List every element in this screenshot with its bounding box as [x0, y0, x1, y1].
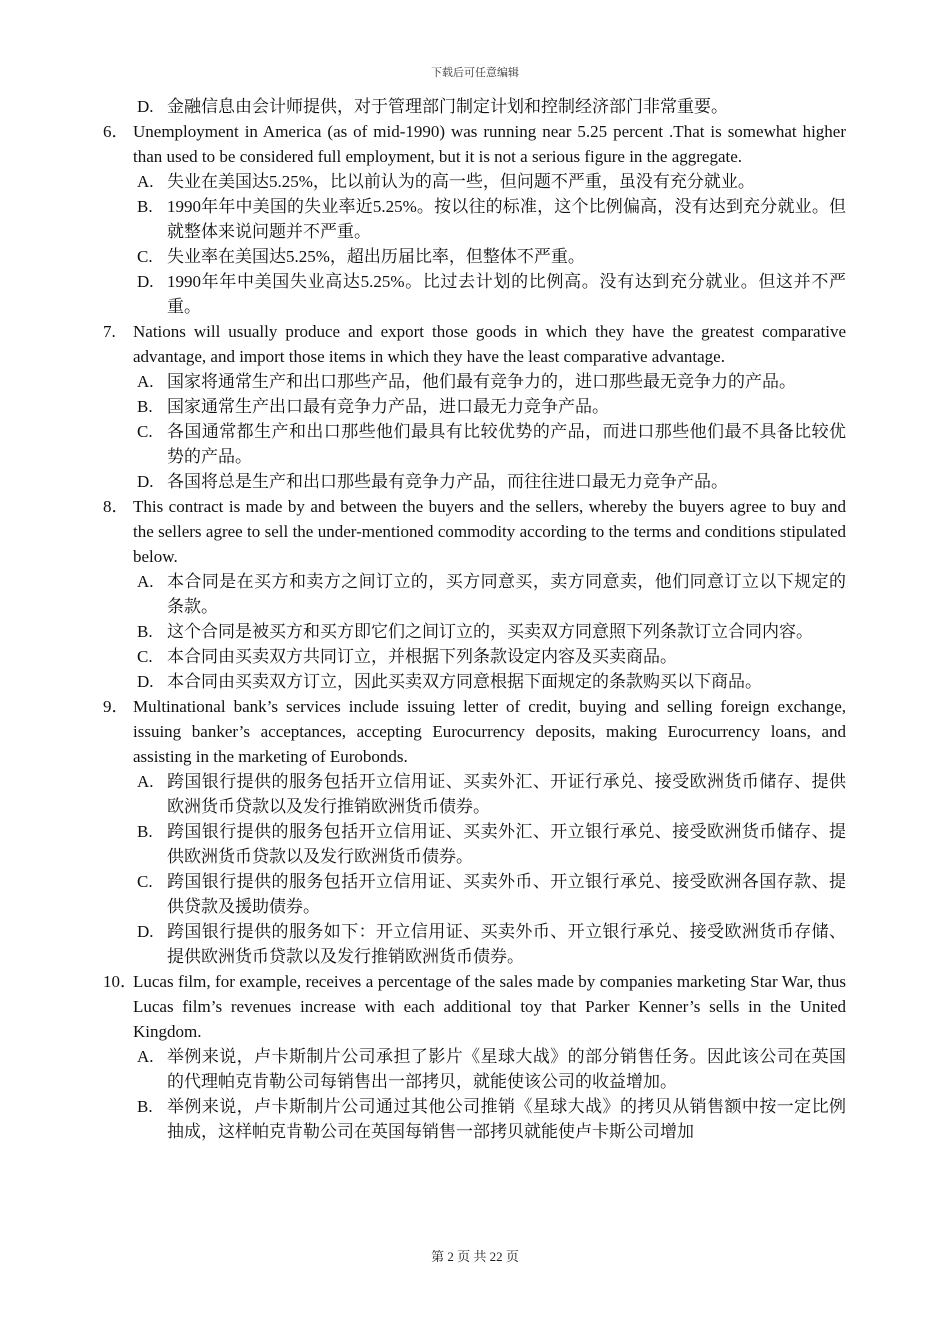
- question-block: [103, 969, 846, 1144]
- option-letter: B.: [137, 397, 153, 416]
- option-text: 本合同由买卖双方共同订立，并根据下列条款设定内容及买卖商品。: [167, 647, 677, 666]
- option-letter: D.: [137, 272, 154, 291]
- option-text: 1990年年中美国失业高达5.25%。比过去计划的比例高。没有达到充分就业。但这并不严重。: [167, 272, 846, 316]
- option-letter: C.: [137, 647, 153, 666]
- option-text: 各国通常都生产和出口那些他们最具有比较优势的产品，而进口那些他们最不具备比较优势的产品。: [167, 422, 846, 466]
- option-text: 1990年年中美国的失业率近5.25%。按以往的标准，这个比例偏高，没有达到充分就业。但就整体来说问题并不严重。: [167, 197, 846, 241]
- answer-option: [137, 469, 846, 494]
- option-letter: A.: [137, 772, 154, 791]
- option-letter: B.: [137, 1097, 153, 1116]
- option-text: 举例来说，卢卡斯制片公司承担了影片《星球大战》的部分销售任务。因此该公司在英国的代理帕克肯勒公司每销售出一部拷贝，就能使该公司的收益增加。: [167, 1047, 846, 1091]
- question-stem: [103, 494, 846, 569]
- answer-option: [137, 644, 846, 669]
- option-text: 跨国银行提供的服务包括开立信用证、买卖外币、开立银行承兑、接受欧洲各国存款、提供贷款及援助债券。: [167, 872, 846, 916]
- answer-option: [137, 419, 846, 469]
- option-letter: C.: [137, 247, 153, 266]
- question-text: Multinational bank’s services include issuing letter of credit, buying and selling foreign exchange, issuing banker’s acceptances, accepting Eurocurrency deposits, making Eurocurrency loans, and assisting in the marketing of Eurobonds.: [133, 697, 846, 766]
- answer-option: [137, 269, 846, 319]
- option-letter: A.: [137, 572, 154, 591]
- option-letter: C.: [137, 872, 153, 891]
- question-text: Unemployment in America (as of mid-1990) was running near 5.25 percent .That is somewhat higher than used to be considered full employment, but it is not a serious figure in the aggregate.: [133, 122, 846, 166]
- option-letter: B.: [137, 622, 153, 641]
- option-text: 跨国银行提供的服务包括开立信用证、买卖外汇、开证行承兑、接受欧洲货币储存、提供欧洲货币贷款以及发行推销欧洲货币债券。: [167, 772, 846, 816]
- option-text: 跨国银行提供的服务如下：开立信用证、买卖外币、开立银行承兑、接受欧洲货币存储、提供欧洲货币贷款以及发行推销欧洲货币债券。: [167, 922, 846, 966]
- option-letter: B.: [137, 197, 153, 216]
- answer-option: [137, 244, 846, 269]
- option-letter: D.: [137, 472, 154, 491]
- question-stem: [103, 694, 846, 769]
- answer-option: [137, 1044, 846, 1094]
- option-text: 这个合同是被买方和买方即它们之间订立的，买卖双方同意照下列条款订立合同内容。: [167, 622, 813, 641]
- option-text: 各国将总是生产和出口那些最有竞争力产品，而往往进口最无力竞争产品。: [167, 472, 728, 491]
- question-text: Nations will usually produce and export those goods in which they have the greatest comparative advantage, and import those items in which they have the least comparative advantage.: [133, 322, 846, 366]
- answer-option: [137, 1094, 846, 1144]
- answer-option: [137, 819, 846, 869]
- option-letter: A.: [137, 372, 154, 391]
- page-header: 下载后可任意编辑: [431, 67, 519, 79]
- option-letter: D.: [137, 97, 154, 116]
- question-number: 10．: [103, 972, 137, 991]
- question-list: [103, 119, 846, 1144]
- question-stem: [103, 119, 846, 169]
- question-stem: [103, 969, 846, 1044]
- option-text: 本合同由买卖双方订立，因此买卖双方同意根据下面规定的条款购买以下商品。: [167, 672, 762, 691]
- option-text: 失业在美国达5.25%，比以前认为的高一些，但问题不严重，虽没有充分就业。: [167, 172, 755, 191]
- page-footer: 第 2 页 共 22 页: [431, 1249, 519, 1264]
- question-number: 8．: [103, 497, 129, 516]
- question-block: [103, 694, 846, 969]
- option-text: 国家将通常生产和出口那些产品，他们最有竞争力的，进口那些最无竞争力的产品。: [167, 372, 796, 391]
- option-letter: B.: [137, 822, 153, 841]
- answer-option: [137, 394, 846, 419]
- option-text: 金融信息由会计师提供，对于管理部门制定计划和控制经济部门非常重要。: [167, 97, 728, 116]
- answer-option: [137, 919, 846, 969]
- question-text: Lucas film, for example, receives a percentage of the sales made by companies marketing Star War, thus Lucas film’s revenues increase with each additional toy that Parker Kenner’s sells in the United Kingdom.: [133, 972, 846, 1041]
- option-text: 本合同是在买方和卖方之间订立的，买方同意买，卖方同意卖，他们同意订立以下规定的条款。: [167, 572, 846, 616]
- question-block: [103, 319, 846, 494]
- question-stem: [103, 319, 846, 369]
- question-number: 7.: [103, 322, 116, 341]
- option-letter: A.: [137, 172, 154, 191]
- answer-option: [137, 869, 846, 919]
- question-block: [103, 119, 846, 319]
- option-letter: D.: [137, 922, 154, 941]
- document-body: [103, 94, 846, 1144]
- option-text: 国家通常生产出口最有竞争力产品，进口最无力竞争产品。: [167, 397, 609, 416]
- answer-option: [137, 669, 846, 694]
- question-text: This contract is made by and between the buyers and the sellers, whereby the buyers agree to buy and the sellers agree to sell the under-mentioned commodity according to the terms and conditions stipulated below.: [133, 497, 846, 566]
- answer-option: [137, 569, 846, 619]
- answer-option: [137, 169, 846, 194]
- answer-option: [137, 769, 846, 819]
- prev-option-d: [137, 94, 846, 119]
- option-text: 跨国银行提供的服务包括开立信用证、买卖外汇、开立银行承兑、接受欧洲货币储存、提供欧洲货币贷款以及发行欧洲货币债券。: [167, 822, 846, 866]
- option-letter: A.: [137, 1047, 154, 1066]
- option-text: 失业率在美国达5.25%，超出历届比率，但整体不严重。: [167, 247, 585, 266]
- option-text: 举例来说，卢卡斯制片公司通过其他公司推销《星球大战》的拷贝从销售额中按一定比例抽成，这样帕克肯勒公司在英国每销售一部拷贝就能使卢卡斯公司增加: [167, 1097, 846, 1141]
- option-letter: C.: [137, 422, 153, 441]
- question-number: 6．: [103, 122, 129, 141]
- question-number: 9．: [103, 697, 129, 716]
- answer-option: [137, 194, 846, 244]
- question-block: [103, 494, 846, 694]
- option-letter: D.: [137, 672, 154, 691]
- answer-option: [137, 369, 846, 394]
- answer-option: [137, 619, 846, 644]
